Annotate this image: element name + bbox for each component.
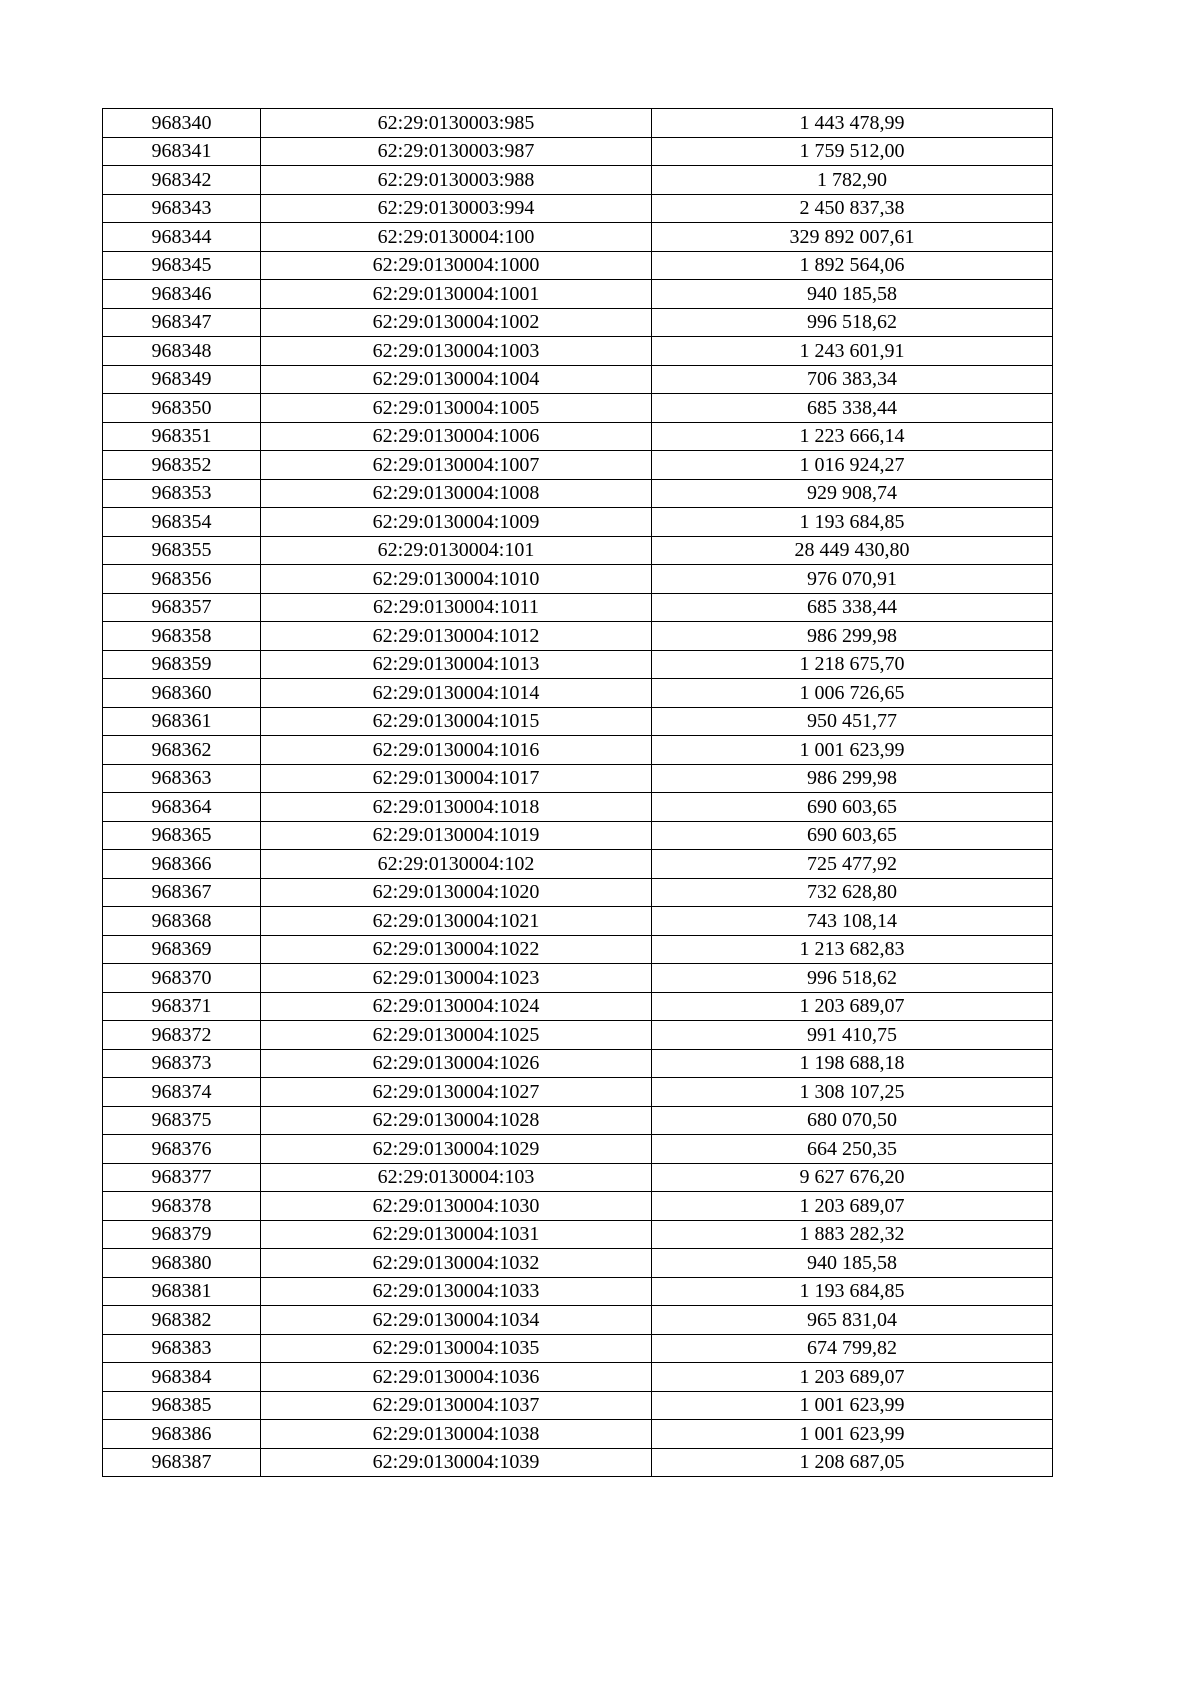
cadastral-value-cell: 991 410,75 xyxy=(652,1021,1053,1050)
row-number-cell: 968362 xyxy=(103,736,261,765)
cadastral-value-cell: 940 185,58 xyxy=(652,280,1053,309)
cadastral-value-cell: 1 883 282,32 xyxy=(652,1220,1053,1249)
cadastral-number-cell: 62:29:0130004:1016 xyxy=(261,736,652,765)
table-row xyxy=(103,1391,1053,1420)
row-number-cell: 968359 xyxy=(103,650,261,679)
cadastral-value-cell: 1 443 478,99 xyxy=(652,109,1053,138)
table-row xyxy=(103,593,1053,622)
cadastral-value-cell: 1 001 623,99 xyxy=(652,1420,1053,1449)
row-number-cell: 968381 xyxy=(103,1277,261,1306)
cadastral-number-cell: 62:29:0130004:1001 xyxy=(261,280,652,309)
cadastral-value-cell: 1 193 684,85 xyxy=(652,1277,1053,1306)
table-row xyxy=(103,622,1053,651)
row-number-cell: 968373 xyxy=(103,1049,261,1078)
cadastral-number-cell: 62:29:0130004:1025 xyxy=(261,1021,652,1050)
table-row xyxy=(103,1163,1053,1192)
cadastral-number-cell: 62:29:0130004:1034 xyxy=(261,1306,652,1335)
table-row xyxy=(103,1277,1053,1306)
table-row xyxy=(103,508,1053,537)
cadastral-number-cell: 62:29:0130004:1020 xyxy=(261,878,652,907)
row-number-cell: 968386 xyxy=(103,1420,261,1449)
table-row xyxy=(103,1249,1053,1278)
cadastral-value-cell: 1 016 924,27 xyxy=(652,451,1053,480)
row-number-cell: 968368 xyxy=(103,907,261,936)
cadastral-value-cell: 1 892 564,06 xyxy=(652,251,1053,280)
table-row xyxy=(103,1078,1053,1107)
cadastral-number-cell: 62:29:0130004:1000 xyxy=(261,251,652,280)
table-row xyxy=(103,337,1053,366)
row-number-cell: 968351 xyxy=(103,422,261,451)
row-number-cell: 968372 xyxy=(103,1021,261,1050)
row-number-cell: 968344 xyxy=(103,223,261,252)
cadastral-value-cell: 664 250,35 xyxy=(652,1135,1053,1164)
table-row xyxy=(103,1363,1053,1392)
row-number-cell: 968342 xyxy=(103,166,261,195)
cadastral-value-cell: 940 185,58 xyxy=(652,1249,1053,1278)
table-row xyxy=(103,964,1053,993)
table-row xyxy=(103,907,1053,936)
row-number-cell: 968369 xyxy=(103,935,261,964)
cadastral-number-cell: 62:29:0130004:100 xyxy=(261,223,652,252)
cadastral-value-cell: 1 006 726,65 xyxy=(652,679,1053,708)
table-row xyxy=(103,308,1053,337)
table-row xyxy=(103,1135,1053,1164)
table-row xyxy=(103,1049,1053,1078)
cadastral-value-cell: 1 218 675,70 xyxy=(652,650,1053,679)
cadastral-value-cell: 329 892 007,61 xyxy=(652,223,1053,252)
row-number-cell: 968371 xyxy=(103,992,261,1021)
cadastral-number-cell: 62:29:0130004:1017 xyxy=(261,764,652,793)
cadastral-number-cell: 62:29:0130004:1014 xyxy=(261,679,652,708)
table-row xyxy=(103,1448,1053,1477)
cadastral-number-cell: 62:29:0130003:988 xyxy=(261,166,652,195)
row-number-cell: 968375 xyxy=(103,1106,261,1135)
row-number-cell: 968374 xyxy=(103,1078,261,1107)
table-row xyxy=(103,1306,1053,1335)
cadastral-number-cell: 62:29:0130004:1015 xyxy=(261,707,652,736)
cadastral-value-cell: 1 759 512,00 xyxy=(652,137,1053,166)
table-row xyxy=(103,565,1053,594)
table-row xyxy=(103,223,1053,252)
table-row xyxy=(103,194,1053,223)
row-number-cell: 968361 xyxy=(103,707,261,736)
table-row xyxy=(103,793,1053,822)
cadastral-number-cell: 62:29:0130004:1007 xyxy=(261,451,652,480)
cadastral-number-cell: 62:29:0130004:101 xyxy=(261,536,652,565)
cadastral-number-cell: 62:29:0130004:1012 xyxy=(261,622,652,651)
cadastral-value-cell: 2 450 837,38 xyxy=(652,194,1053,223)
row-number-cell: 968380 xyxy=(103,1249,261,1278)
row-number-cell: 968347 xyxy=(103,308,261,337)
cadastral-number-cell: 62:29:0130004:1028 xyxy=(261,1106,652,1135)
row-number-cell: 968378 xyxy=(103,1192,261,1221)
table-row xyxy=(103,850,1053,879)
row-number-cell: 968360 xyxy=(103,679,261,708)
cadastral-number-cell: 62:29:0130004:1027 xyxy=(261,1078,652,1107)
cadastral-value-cell: 1 782,90 xyxy=(652,166,1053,195)
table-row xyxy=(103,679,1053,708)
cadastral-value-cell: 996 518,62 xyxy=(652,308,1053,337)
cadastral-value-cell: 9 627 676,20 xyxy=(652,1163,1053,1192)
table-body xyxy=(103,109,1053,1477)
table-row xyxy=(103,1220,1053,1249)
cadastral-value-table xyxy=(102,108,1053,1477)
cadastral-value-cell: 1 203 689,07 xyxy=(652,1192,1053,1221)
cadastral-value-cell: 950 451,77 xyxy=(652,707,1053,736)
table-row xyxy=(103,422,1053,451)
table-row xyxy=(103,109,1053,138)
row-number-cell: 968345 xyxy=(103,251,261,280)
cadastral-value-cell: 732 628,80 xyxy=(652,878,1053,907)
cadastral-value-cell: 929 908,74 xyxy=(652,479,1053,508)
cadastral-number-cell: 62:29:0130004:1005 xyxy=(261,394,652,423)
cadastral-number-cell: 62:29:0130004:1023 xyxy=(261,964,652,993)
row-number-cell: 968349 xyxy=(103,365,261,394)
cadastral-value-cell: 1 243 601,91 xyxy=(652,337,1053,366)
row-number-cell: 968385 xyxy=(103,1391,261,1420)
table-row xyxy=(103,935,1053,964)
row-number-cell: 968367 xyxy=(103,878,261,907)
cadastral-value-cell: 1 198 688,18 xyxy=(652,1049,1053,1078)
cadastral-number-cell: 62:29:0130004:1038 xyxy=(261,1420,652,1449)
cadastral-number-cell: 62:29:0130004:1004 xyxy=(261,365,652,394)
table-row xyxy=(103,878,1053,907)
table-row xyxy=(103,536,1053,565)
row-number-cell: 968353 xyxy=(103,479,261,508)
row-number-cell: 968355 xyxy=(103,536,261,565)
row-number-cell: 968382 xyxy=(103,1306,261,1335)
row-number-cell: 968348 xyxy=(103,337,261,366)
cadastral-number-cell: 62:29:0130004:1037 xyxy=(261,1391,652,1420)
cadastral-value-cell: 690 603,65 xyxy=(652,821,1053,850)
row-number-cell: 968364 xyxy=(103,793,261,822)
row-number-cell: 968354 xyxy=(103,508,261,537)
row-number-cell: 968352 xyxy=(103,451,261,480)
cadastral-number-cell: 62:29:0130004:1022 xyxy=(261,935,652,964)
table-row xyxy=(103,1106,1053,1135)
cadastral-number-cell: 62:29:0130004:1033 xyxy=(261,1277,652,1306)
row-number-cell: 968383 xyxy=(103,1334,261,1363)
cadastral-number-cell: 62:29:0130004:1035 xyxy=(261,1334,652,1363)
cadastral-number-cell: 62:29:0130004:1026 xyxy=(261,1049,652,1078)
table-row xyxy=(103,137,1053,166)
cadastral-value-cell: 986 299,98 xyxy=(652,622,1053,651)
cadastral-number-cell: 62:29:0130004:1036 xyxy=(261,1363,652,1392)
cadastral-value-cell: 1 213 682,83 xyxy=(652,935,1053,964)
table-row xyxy=(103,479,1053,508)
row-number-cell: 968376 xyxy=(103,1135,261,1164)
table-row xyxy=(103,451,1053,480)
row-number-cell: 968356 xyxy=(103,565,261,594)
table-row xyxy=(103,1021,1053,1050)
row-number-cell: 968357 xyxy=(103,593,261,622)
table-row xyxy=(103,251,1053,280)
row-number-cell: 968343 xyxy=(103,194,261,223)
cadastral-value-cell: 690 603,65 xyxy=(652,793,1053,822)
cadastral-number-cell: 62:29:0130004:1039 xyxy=(261,1448,652,1477)
cadastral-number-cell: 62:29:0130004:1018 xyxy=(261,793,652,822)
cadastral-number-cell: 62:29:0130004:1002 xyxy=(261,308,652,337)
cadastral-number-cell: 62:29:0130004:1031 xyxy=(261,1220,652,1249)
table-row xyxy=(103,1192,1053,1221)
table-row xyxy=(103,821,1053,850)
cadastral-number-cell: 62:29:0130003:987 xyxy=(261,137,652,166)
cadastral-value-cell: 28 449 430,80 xyxy=(652,536,1053,565)
cadastral-value-cell: 965 831,04 xyxy=(652,1306,1053,1335)
row-number-cell: 968379 xyxy=(103,1220,261,1249)
cadastral-value-cell: 1 193 684,85 xyxy=(652,508,1053,537)
table-row xyxy=(103,166,1053,195)
cadastral-value-cell: 725 477,92 xyxy=(652,850,1053,879)
row-number-cell: 968377 xyxy=(103,1163,261,1192)
cadastral-number-cell: 62:29:0130004:1030 xyxy=(261,1192,652,1221)
table-row xyxy=(103,365,1053,394)
cadastral-number-cell: 62:29:0130004:103 xyxy=(261,1163,652,1192)
row-number-cell: 968350 xyxy=(103,394,261,423)
row-number-cell: 968365 xyxy=(103,821,261,850)
table-row xyxy=(103,707,1053,736)
row-number-cell: 968346 xyxy=(103,280,261,309)
row-number-cell: 968341 xyxy=(103,137,261,166)
cadastral-value-cell: 976 070,91 xyxy=(652,565,1053,594)
cadastral-number-cell: 62:29:0130004:1024 xyxy=(261,992,652,1021)
cadastral-number-cell: 62:29:0130004:1013 xyxy=(261,650,652,679)
cadastral-value-cell: 1 001 623,99 xyxy=(652,1391,1053,1420)
row-number-cell: 968366 xyxy=(103,850,261,879)
cadastral-value-cell: 986 299,98 xyxy=(652,764,1053,793)
cadastral-number-cell: 62:29:0130003:994 xyxy=(261,194,652,223)
table-row xyxy=(103,394,1053,423)
row-number-cell: 968387 xyxy=(103,1448,261,1477)
cadastral-number-cell: 62:29:0130003:985 xyxy=(261,109,652,138)
row-number-cell: 968363 xyxy=(103,764,261,793)
cadastral-number-cell: 62:29:0130004:1011 xyxy=(261,593,652,622)
cadastral-value-cell: 685 338,44 xyxy=(652,593,1053,622)
table-row xyxy=(103,650,1053,679)
table-row xyxy=(103,280,1053,309)
row-number-cell: 968358 xyxy=(103,622,261,651)
cadastral-number-cell: 62:29:0130004:102 xyxy=(261,850,652,879)
row-number-cell: 968370 xyxy=(103,964,261,993)
table-row xyxy=(103,1334,1053,1363)
cadastral-number-cell: 62:29:0130004:1021 xyxy=(261,907,652,936)
cadastral-number-cell: 62:29:0130004:1032 xyxy=(261,1249,652,1278)
table-row xyxy=(103,764,1053,793)
cadastral-value-cell: 706 383,34 xyxy=(652,365,1053,394)
cadastral-number-cell: 62:29:0130004:1008 xyxy=(261,479,652,508)
cadastral-value-cell: 674 799,82 xyxy=(652,1334,1053,1363)
cadastral-number-cell: 62:29:0130004:1003 xyxy=(261,337,652,366)
cadastral-number-cell: 62:29:0130004:1019 xyxy=(261,821,652,850)
cadastral-value-cell: 1 208 687,05 xyxy=(652,1448,1053,1477)
cadastral-value-cell: 1 308 107,25 xyxy=(652,1078,1053,1107)
table-row xyxy=(103,736,1053,765)
cadastral-value-cell: 743 108,14 xyxy=(652,907,1053,936)
cadastral-value-cell: 680 070,50 xyxy=(652,1106,1053,1135)
table-row xyxy=(103,1420,1053,1449)
row-number-cell: 968384 xyxy=(103,1363,261,1392)
cadastral-number-cell: 62:29:0130004:1006 xyxy=(261,422,652,451)
cadastral-number-cell: 62:29:0130004:1009 xyxy=(261,508,652,537)
cadastral-value-cell: 996 518,62 xyxy=(652,964,1053,993)
cadastral-value-cell: 1 223 666,14 xyxy=(652,422,1053,451)
cadastral-value-cell: 1 001 623,99 xyxy=(652,736,1053,765)
table-row xyxy=(103,992,1053,1021)
cadastral-number-cell: 62:29:0130004:1029 xyxy=(261,1135,652,1164)
cadastral-value-cell: 685 338,44 xyxy=(652,394,1053,423)
cadastral-value-cell: 1 203 689,07 xyxy=(652,992,1053,1021)
row-number-cell: 968340 xyxy=(103,109,261,138)
cadastral-number-cell: 62:29:0130004:1010 xyxy=(261,565,652,594)
cadastral-value-cell: 1 203 689,07 xyxy=(652,1363,1053,1392)
